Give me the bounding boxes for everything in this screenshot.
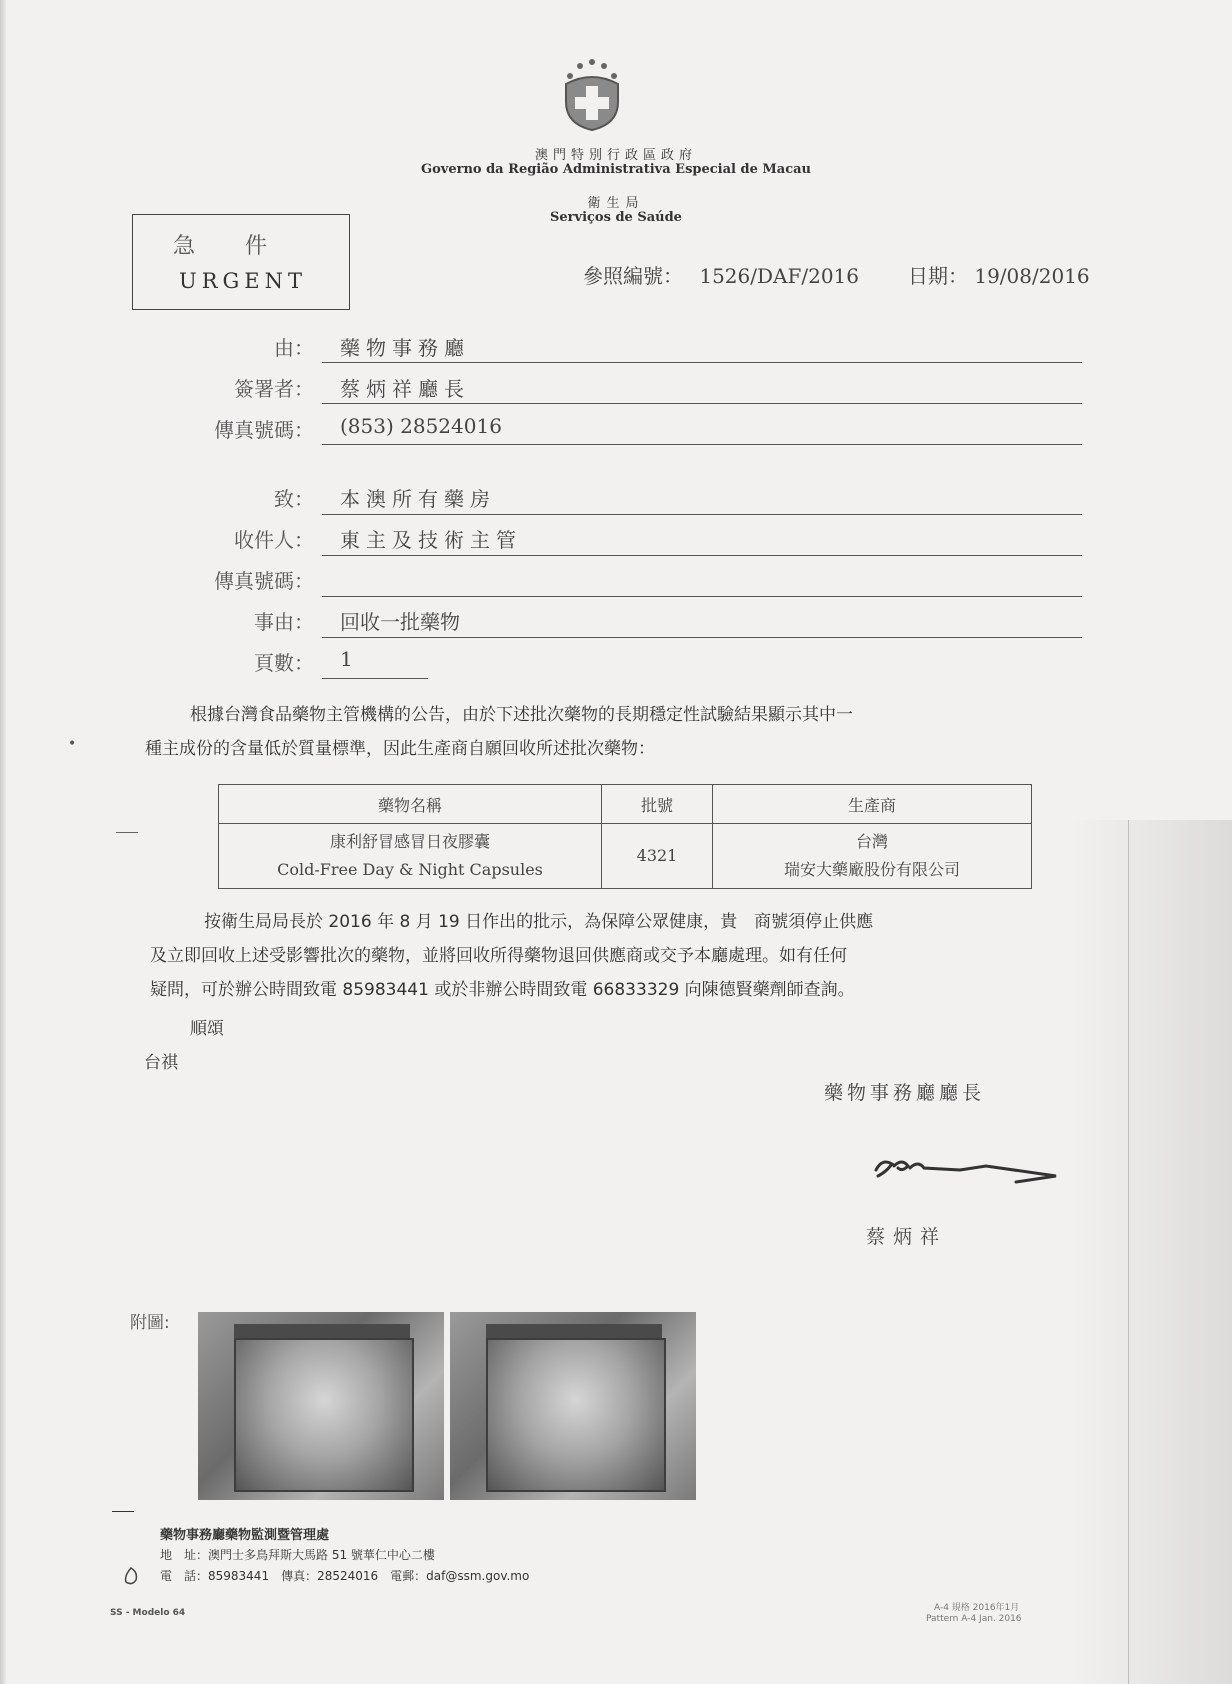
drug-name-zh: 康利舒冒感冒日夜膠囊	[329, 832, 490, 851]
product-photo-2	[450, 1312, 696, 1500]
table-header-row	[219, 785, 1032, 824]
attachment-label: 附圖:	[130, 1313, 170, 1333]
stray-mark: •	[68, 736, 77, 752]
date-label: 日期：	[908, 264, 968, 288]
gov-name-zh: 澳門特別行政區政府	[534, 148, 697, 163]
scan-shadow	[1072, 820, 1232, 1684]
ssm-small-logo-icon	[122, 1566, 140, 1588]
recipient-label: 收件人：	[234, 528, 314, 552]
row-underline	[322, 596, 1082, 597]
recall-table	[218, 784, 1032, 889]
scan-edge	[0, 0, 6, 1684]
closing-line-1: 順頌	[190, 1019, 224, 1039]
handwritten-signature-icon	[866, 1136, 1066, 1196]
signatory-name: 蔡炳祥	[866, 1226, 948, 1248]
footer-department: 藥物事務廳藥物監測暨管理處	[160, 1528, 330, 1543]
pages-value: 1	[340, 647, 353, 671]
pages-label: 頁數：	[254, 651, 314, 675]
recipient-fax-label: 傳真號碼：	[214, 569, 314, 593]
date-value: 19/08/2016	[974, 264, 1090, 288]
paper-spec-pt: Pattern A-4 Jan. 2016	[926, 1614, 1022, 1624]
to-value: 本澳所有藥房	[340, 487, 496, 511]
intro-line-2: 種主成份的含量低於質量標準，因此生產商自願回收所述批次藥物：	[145, 739, 655, 759]
signatory-title: 藥物事務廳廳長	[824, 1082, 986, 1104]
health-bureau-emblem-icon	[558, 56, 626, 132]
from-value: 藥物事務廳	[340, 336, 470, 360]
signer-label: 簽署者：	[234, 377, 314, 401]
row-underline	[322, 362, 1082, 363]
paper-spec-zh: A-4 規格 2016年1月	[934, 1603, 1020, 1613]
row-underline	[322, 637, 1082, 638]
row-underline	[322, 555, 1082, 556]
row-underline	[322, 514, 1082, 515]
product-photo-1	[198, 1312, 444, 1500]
form-code: SS - Modelo 64	[110, 1608, 186, 1618]
row-underline	[322, 403, 1082, 404]
subject-label: 事由：	[254, 610, 314, 634]
gov-name-pt: Governo da Região Administrativa Especial de Macau	[421, 162, 811, 177]
reference-number	[583, 260, 859, 289]
intro-line-1: 根據台灣食品藥物主管機構的公告，由於下述批次藥物的長期穩定性試驗結果顯示其中一	[190, 705, 853, 725]
maker-name: 瑞安大藥廠股份有限公司	[783, 860, 960, 879]
footer-address: 地 址：澳門士多鳥拜斯大馬路 51 號華仁中心二樓	[160, 1548, 435, 1562]
urgent-en: URGENT	[179, 269, 307, 293]
footer-divider	[112, 1511, 134, 1512]
urgent-zh: 急件	[173, 234, 318, 259]
signer-value: 蔡炳祥廳長	[340, 377, 470, 401]
table-row	[219, 824, 1032, 889]
dept-name-zh: 衛生局	[587, 196, 645, 211]
sender-fax-value: (853) 28524016	[340, 414, 502, 438]
row-underline	[322, 444, 1082, 445]
batch-cell: 4321	[602, 824, 713, 889]
from-label: 由：	[274, 336, 314, 360]
instruction-line-2: 及立即回收上述受影響批次的藥物，並將回收所得藥物退回供應商或交予本廳處理。如有任何	[150, 946, 847, 966]
to-label: 致：	[274, 487, 314, 511]
date	[908, 260, 1090, 289]
footer-contact: 電 話：85983441 傳真：28524016 電郵：daf@ssm.gov.mo	[160, 1569, 530, 1583]
stray-line	[116, 832, 138, 833]
instruction-line-1: 按衛生局局長於 2016 年 8 月 19 日作出的批示，為保障公眾健康，貴 商號須停止供應	[204, 912, 874, 932]
subject-value: 回收一批藥物	[340, 610, 460, 634]
drug-name-en: Cold-Free Day & Night Capsules	[277, 860, 543, 879]
dept-name-pt: Serviços de Saúde	[550, 210, 682, 225]
drug-name-cell	[219, 824, 602, 889]
col-header-maker: 生產商	[713, 785, 1032, 824]
closing-line-2: 台祺	[144, 1053, 178, 1073]
maker-cell	[713, 824, 1032, 889]
reference-label: 參照編號：	[583, 264, 683, 288]
instruction-line-3: 疑問，可於辦公時間致電 85983441 或於非辦公時間致電 66833329 向陳德賢藥劑師查詢。	[150, 980, 855, 1000]
col-header-batch: 批號	[602, 785, 713, 824]
reference-value: 1526/DAF/2016	[699, 264, 859, 288]
maker-region: 台灣	[855, 832, 888, 851]
scan-fold-line	[1128, 820, 1129, 1684]
urgent-box	[132, 214, 350, 310]
sender-fax-label: 傳真號碼：	[214, 418, 314, 442]
recipient-value: 東主及技術主管	[340, 528, 522, 552]
col-header-name: 藥物名稱	[219, 785, 602, 824]
row-underline	[322, 678, 428, 679]
